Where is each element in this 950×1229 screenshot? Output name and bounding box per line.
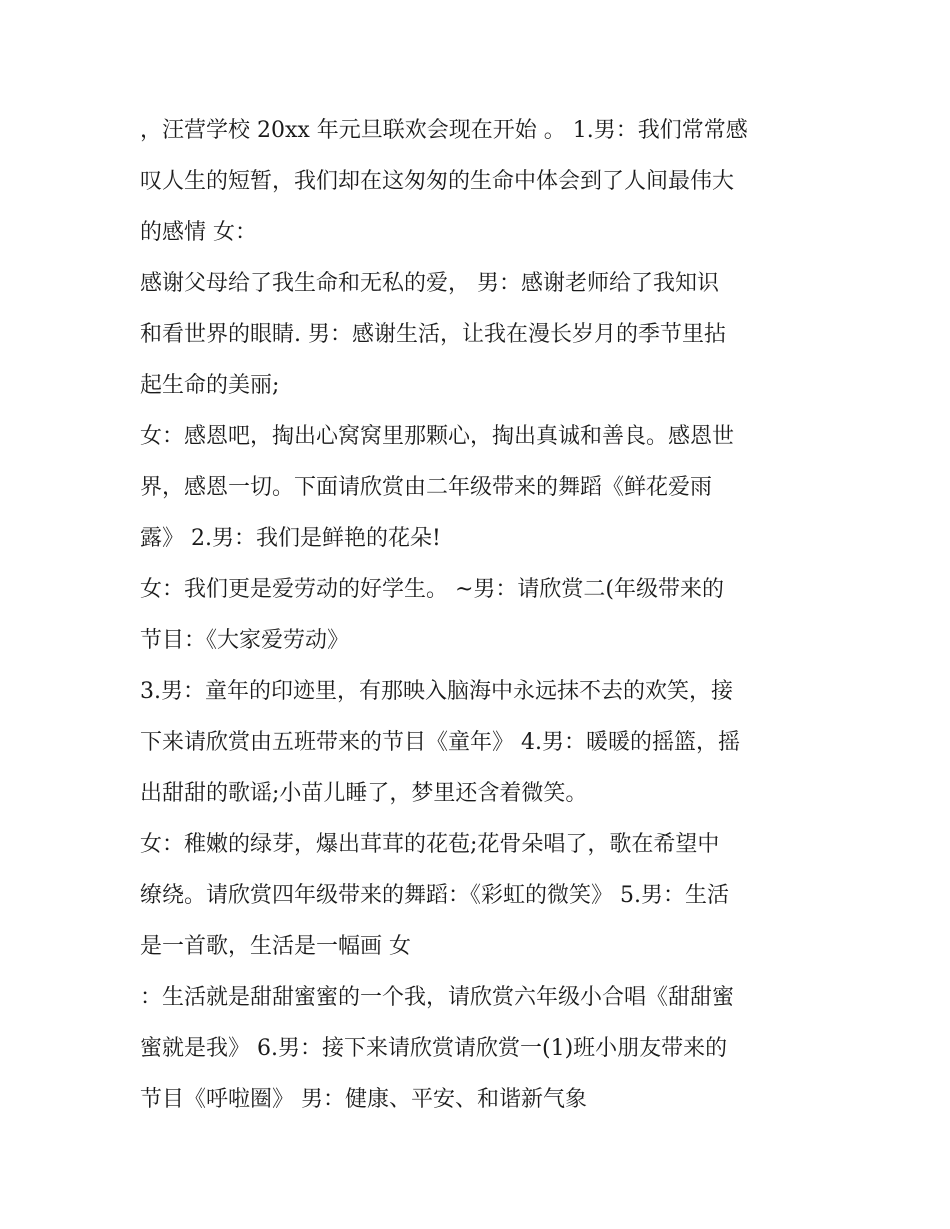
text-line: 露》 2.男：我们是鲜艳的花朵! — [140, 526, 441, 551]
text-line: ，汪营学校 20xx 年元旦联欢会现在开始 。 1.男：我们常常感 — [140, 118, 748, 143]
text-line: 的感情 女： — [140, 220, 257, 245]
text-line: ：生活就是甜甜蜜蜜的一个我，请欣赏六年级小合唱《甜甜蜜 — [140, 985, 735, 1010]
text-line: 缭绕。请欣赏四年级带来的舞蹈：《彩虹的微笑》 5.男：生活 — [140, 883, 729, 908]
text-line: 叹人生的短暂，我们却在这匆匆的生命中体会到了人间最伟大 — [140, 169, 735, 194]
text-line: 起生命的美丽; — [140, 373, 280, 398]
text-line: 蜜就是我》 6.男：接下来请欣赏请欣赏一(1)班小朋友带来的 — [140, 1036, 728, 1061]
text-line: 女：我们更是爱劳动的好学生。 ~男：请欣赏二(年级带来的 — [140, 577, 725, 602]
text-line: 出甜甜的歌谣;小苗儿睡了，梦里还含着微笑。 — [140, 781, 588, 806]
text-line: 节目《呼啦圈》 男：健康、平安、和谐新气象 — [140, 1087, 587, 1112]
text-line: 界，感恩一切。下面请欣赏由二年级带来的舞蹈《鲜花爱雨 — [140, 475, 713, 500]
document-body — [140, 108, 820, 1128]
text-line: 下来请欣赏由五班带来的节目《童年》 4.男：暖暖的摇篮，摇 — [140, 730, 740, 755]
text-line: 3.男：童年的印迹里，有那映入脑海中永远抹不去的欢笑，接 — [140, 679, 733, 704]
text-line: 女：感恩吧，掏出心窝窝里那颗心，掏出真诚和善良。感恩世 — [140, 424, 735, 449]
text-line: 节目：《大家爱劳动》 — [140, 628, 350, 653]
text-line: 感谢父母给了我生命和无私的爱， 男：感谢老师给了我知识 — [140, 271, 719, 296]
text-line: 女：稚嫩的绿芽，爆出茸茸的花苞;花骨朵唱了，歌在希望中 — [140, 832, 720, 857]
text-line: 和看世界的眼睛. 男：感谢生活，让我在漫长岁月的季节里拈 — [140, 322, 726, 347]
text-line: 是一首歌，生活是一幅画 女 — [140, 934, 411, 959]
